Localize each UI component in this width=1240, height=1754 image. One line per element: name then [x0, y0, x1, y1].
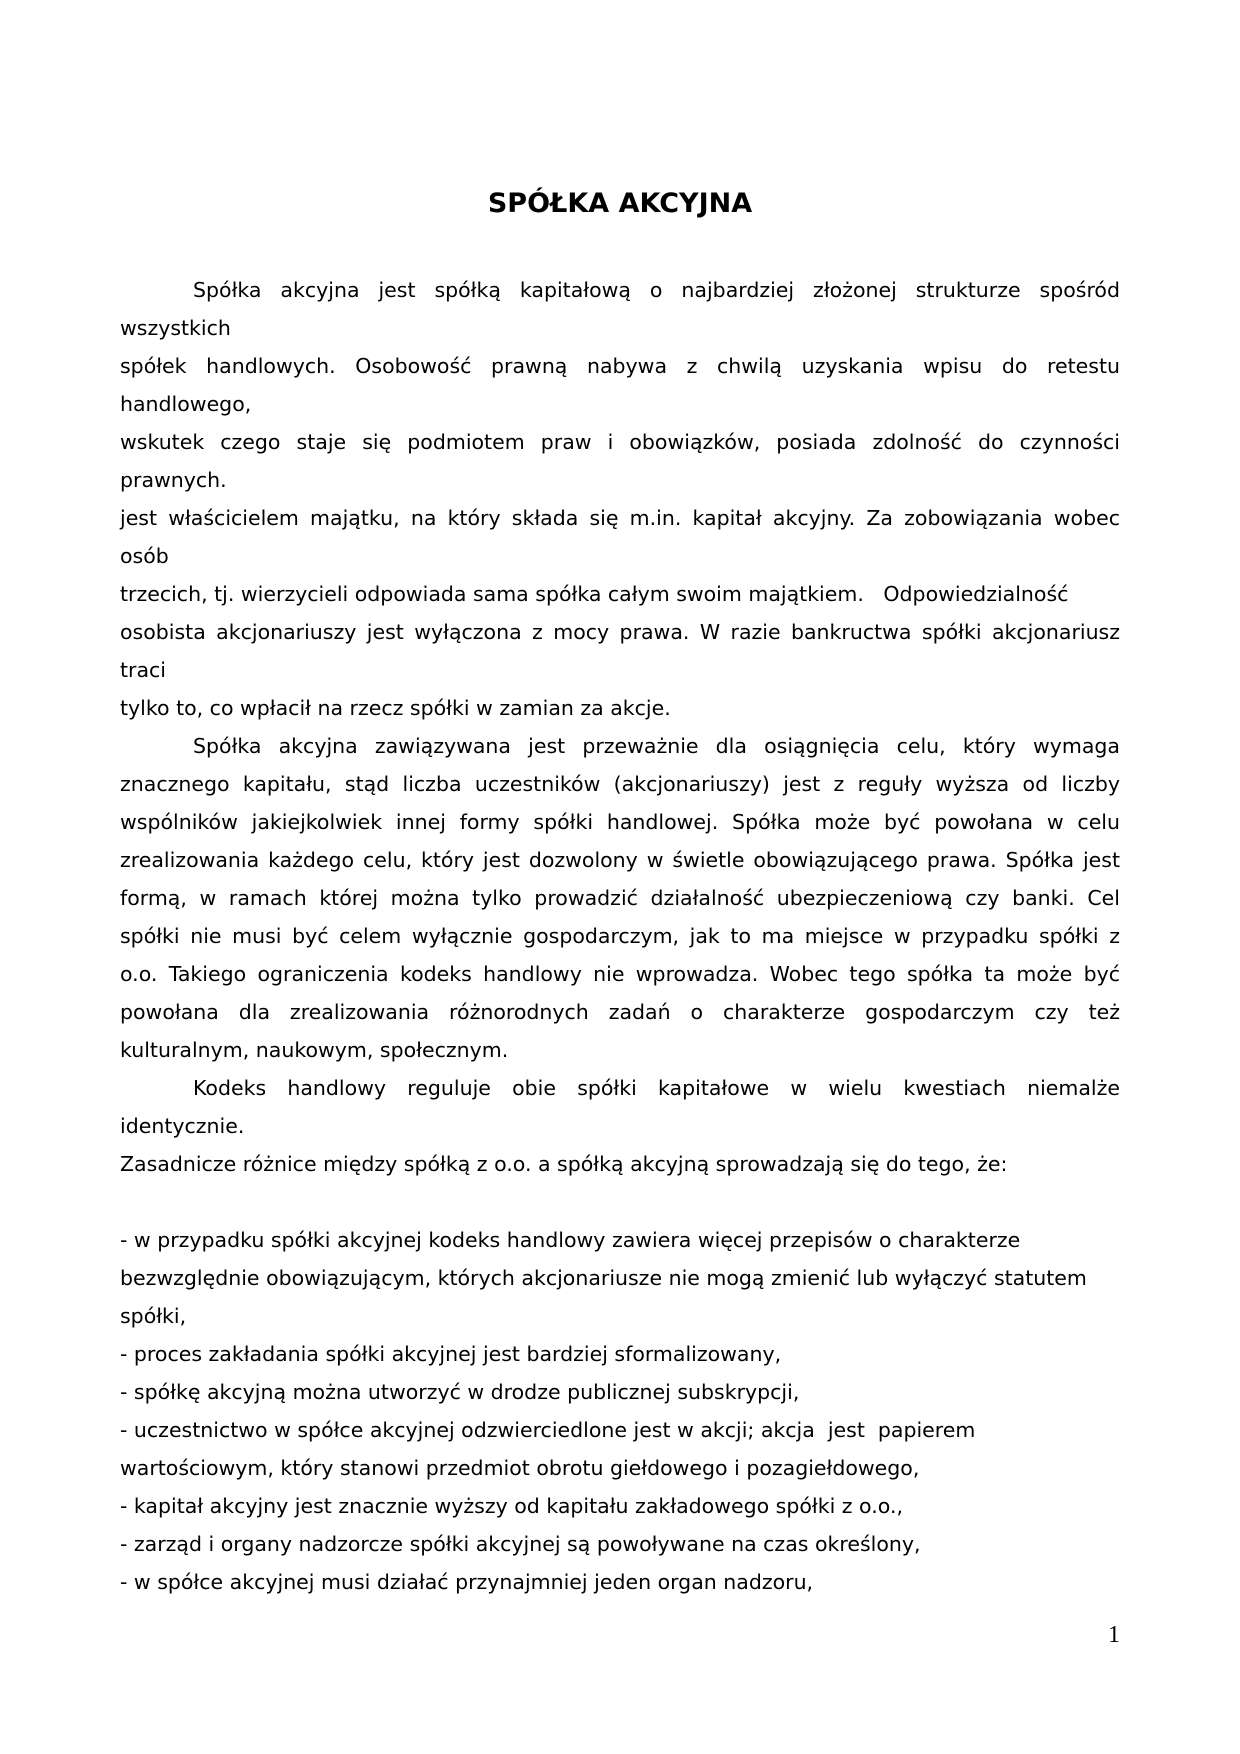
list-item-line: spółki,: [120, 1304, 187, 1328]
text-line: Spółka akcyjna zawiązywana jest przeważnie dla osiągnięcia celu, który wymaga: [193, 734, 1120, 758]
list-item-line: - proces zakładania spółki akcyjnej jest bardziej sformalizowany,: [120, 1342, 782, 1366]
text-line: osób: [120, 544, 169, 568]
text-line: zrealizowania każdego celu, który jest dozwolony w świetle obowiązującego prawa. Spółka jest: [120, 848, 1120, 872]
list-item-line: - zarząd i organy nadzorcze spółki akcyjnej są powoływane na czas określony,: [120, 1532, 921, 1556]
text-line: Kodeks handlowy reguluje obie spółki kapitałowe w wielu kwestiach niemalże: [193, 1076, 1120, 1100]
list-item-line: - spółkę akcyjną można utworzyć w drodze publicznej subskrypcji,: [120, 1380, 800, 1404]
list-item-line: - kapitał akcyjny jest znacznie wyższy od kapitału zakładowego spółki z o.o.,: [120, 1494, 903, 1518]
text-line: powołana dla zrealizowania różnorodnych zadań o charakterze gospodarczym czy też: [120, 1000, 1120, 1024]
text-line: wskutek czego staje się podmiotem praw i obowiązków, posiada zdolność do czynności: [120, 430, 1120, 454]
text-line: jest właścicielem majątku, na który składa się m.in. kapitał akcyjny. Za zobowiązania wobec: [120, 506, 1120, 530]
page-number: 1: [1108, 1622, 1120, 1648]
text-line: identycznie.: [120, 1114, 245, 1138]
document-body: [120, 271, 1120, 1601]
text-line: trzecich, tj. wierzycieli odpowiada sama spółka całym swoim majątkiem. Odpowiedzialność: [120, 582, 1069, 606]
text-line: formą, w ramach której można tylko prowadzić działalność ubezpieczeniową czy banki. Cel: [120, 886, 1120, 910]
list-item-line: - uczestnictwo w spółce akcyjnej odzwierciedlone jest w akcji; akcja jest papierem: [120, 1418, 976, 1442]
text-line: spółki nie musi być celem wyłącznie gospodarczym, jak to ma miejsce w przypadku spółki z: [120, 924, 1120, 948]
text-line: prawnych.: [120, 468, 227, 492]
text-line: wspólników jakiejkolwiek innej formy spółki handlowej. Spółka może być powołana w celu: [120, 810, 1120, 834]
blank-line: [120, 1183, 1120, 1221]
list-item-line: bezwzględnie obowiązującym, których akcjonariusze nie mogą zmienić lub wyłączyć statutem: [120, 1266, 1087, 1290]
document-title: SPÓŁKA AKCYJNA: [487, 188, 753, 219]
text-line: traci: [120, 658, 166, 682]
text-line: osobista akcjonariuszy jest wyłączona z mocy prawa. W razie bankructwa spółki akcjonariusz: [120, 620, 1120, 644]
text-line: handlowego,: [120, 392, 252, 416]
list-item-line: wartościowym, który stanowi przedmiot obrotu giełdowego i pozagiełdowego,: [120, 1456, 920, 1480]
text-line: tylko to, co wpłacił na rzecz spółki w zamian za akcje.: [120, 696, 671, 720]
list-item-line: - w przypadku spółki akcyjnej kodeks handlowy zawiera więcej przepisów o charakterze: [120, 1228, 1021, 1252]
list-item-line: - w spółce akcyjnej musi działać przynajmniej jeden organ nadzoru,: [120, 1570, 814, 1594]
text-line: o.o. Takiego ograniczenia kodeks handlowy nie wprowadza. Wobec tego spółka ta może być: [120, 962, 1120, 986]
text-line: znacznego kapitału, stąd liczba uczestników (akcjonariuszy) jest z reguły wyższa od liczby: [120, 772, 1120, 796]
text-line: spółek handlowych. Osobowość prawną nabywa z chwilą uzyskania wpisu do retestu: [120, 354, 1120, 378]
text-line: wszystkich: [120, 316, 231, 340]
text-line: kulturalnym, naukowym, społecznym.: [120, 1038, 509, 1062]
text-line: Spółka akcyjna jest spółką kapitałową o najbardziej złożonej strukturze spośród: [193, 278, 1120, 302]
text-line: Zasadnicze różnice między spółką z o.o. a spółką akcyjną sprowadzają się do tego, że:: [120, 1152, 1008, 1176]
